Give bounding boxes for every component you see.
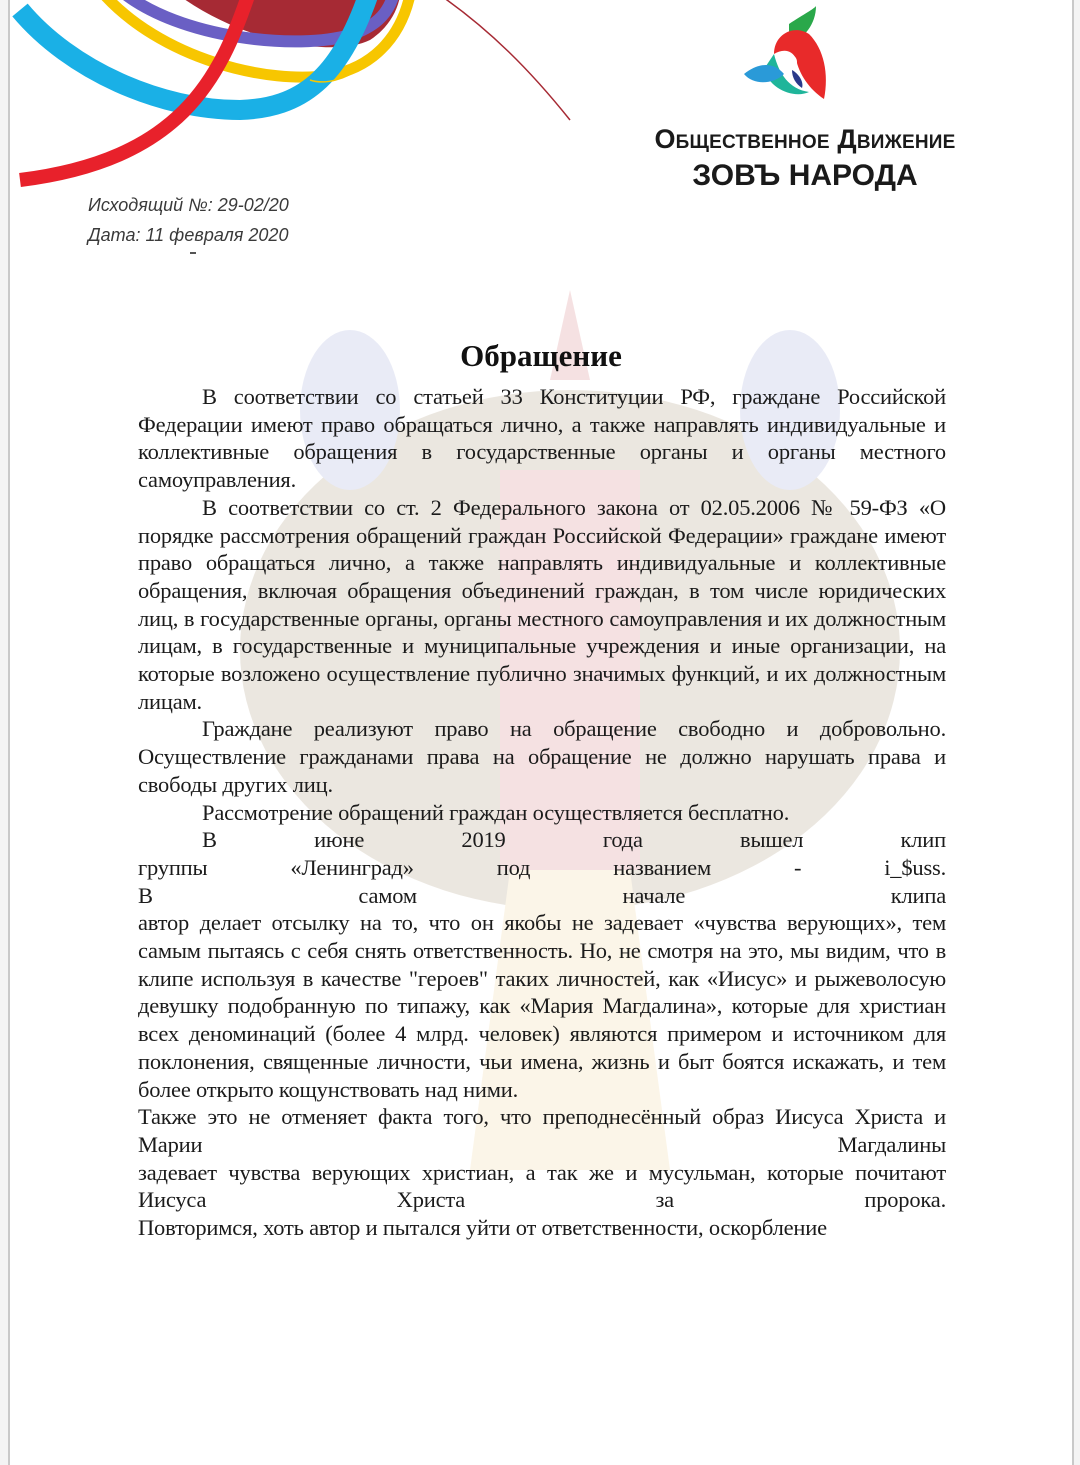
outgoing-number: Исходящий №: 29-02/20 bbox=[88, 195, 289, 215]
paragraph: Повторимся, хоть автор и пытался уйти от ответственности, оскорбление bbox=[138, 1215, 827, 1241]
paragraph: В соответствии со статьей 33 Конституции РФ, граждане Российской Федерации имеют право обращаться лично, а также направлять индивидуальные и коллективные обращения в государственные органы и органы местного самоуправления. bbox=[138, 384, 946, 493]
organization-name bbox=[570, 124, 1040, 193]
decorative-ribbons-graphic bbox=[10, 0, 630, 210]
document-body bbox=[138, 383, 946, 1242]
paragraph: В соответствии со ст. 2 Федерального закона от 02.05.2006 № 59-ФЗ «О порядке рассмотрения обращений граждан Российской Федерации» граждане имеют право обращаться лично, а также направлять индивидуальные и коллективные обращения, включая обращения объединений граждан, в том числе юридических лиц, в государственные органы, органы местного самоуправления и их должностным лицам, в государственные и муниципальные учреждения и иные организации, на которые возложено осуществление публично значимых функций, и их должностным лицам. bbox=[138, 494, 946, 714]
document-title: Обращение bbox=[460, 338, 622, 373]
paragraph: Рассмотрение обращений граждан осуществляется бесплатно. bbox=[202, 799, 790, 825]
organization-title: ЗОВЪ НАРОДА bbox=[692, 159, 918, 192]
paragraph: группы «Ленинград» под названием - i_$uss. bbox=[138, 854, 946, 880]
document-meta bbox=[88, 190, 289, 250]
organization-type: Общественное Движение bbox=[654, 124, 956, 154]
paragraph: автор делает отсылку на то, что он якобы не задевает «чувства верующих», тем самым пытаясь с себя снять ответственность. Но, не смотря на это, мы видим, что в клипе используя в качестве "героев" таких личностей, как «Иисус» и рыжеволосую девушку подобранную по типажу, как «Мария Магдалина», которые для христиан всех деноминаций (более 4 млрд. человек) являются примером и источником для поклонения, священные личности, чьи имена, жизнь и быт боятся искажать, и тем более открыто кощунствовать над ними. bbox=[138, 910, 946, 1102]
paragraph: Также это не отменяет факта того, что преподнесённый образ Иисуса Христа и Марии Магдалины bbox=[138, 1104, 946, 1157]
paragraph: В самом начале клипа bbox=[138, 882, 946, 908]
movement-logo-icon bbox=[734, 4, 844, 104]
document-date: Дата: 11 февраля 2020 bbox=[88, 225, 289, 245]
paragraph: В июне 2019 года вышел клип bbox=[202, 827, 946, 853]
stray-mark bbox=[190, 252, 196, 254]
paragraph: Граждане реализуют право на обращение свободно и добровольно. Осуществление гражданами права на обращение не должно нарушать права и свободы других лиц. bbox=[138, 716, 946, 797]
document-page bbox=[8, 0, 1074, 1465]
paragraph: задевает чувства верующих христиан, а так же и мусульман, которые почитают Иисуса Христа за пророка. bbox=[138, 1159, 946, 1213]
